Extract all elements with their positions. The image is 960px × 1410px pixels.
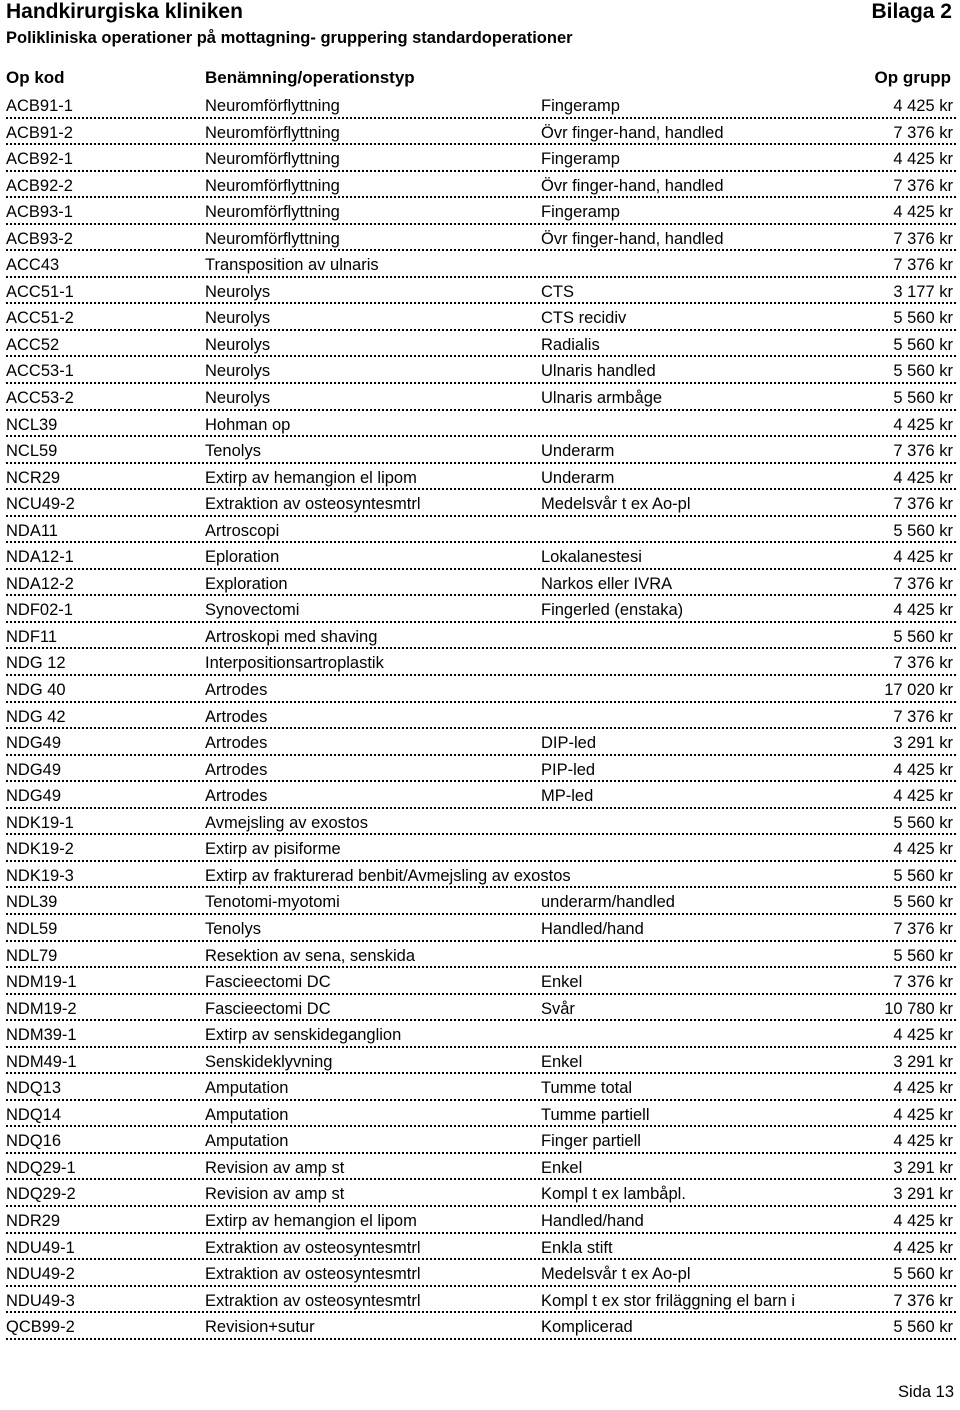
operation-detail: Handled/hand <box>541 919 644 938</box>
operation-name: Artrodes <box>205 787 268 806</box>
operation-price: 7 376 kr <box>893 176 953 195</box>
table-row <box>6 862 956 889</box>
operation-code: NDA11 <box>6 521 58 540</box>
operation-price: 4 425 kr <box>893 97 953 115</box>
operation-code: NDF11 <box>6 627 58 646</box>
table-row <box>6 437 956 464</box>
operation-code: NDL59 <box>6 919 58 938</box>
operation-code: NDK19-2 <box>6 840 74 859</box>
operation-code: ACC53-2 <box>6 389 74 408</box>
operation-price: 3 177 kr <box>893 282 953 301</box>
operation-code: NDM19-2 <box>6 999 77 1018</box>
operation-detail: Svår <box>541 999 575 1018</box>
operation-detail: Fingeramp <box>541 150 620 169</box>
table-row <box>6 915 956 942</box>
operation-name: Fascieectomi DC <box>205 999 331 1018</box>
operation-name: Artroscopi <box>205 521 280 540</box>
table-row <box>6 198 956 225</box>
operation-price: 5 560 kr <box>893 521 953 540</box>
table-row <box>6 782 956 809</box>
operation-code: ACB91-1 <box>6 97 73 115</box>
table-row <box>6 543 956 570</box>
operation-price: 4 425 kr <box>893 150 953 169</box>
operation-detail: Övr finger-hand, handled <box>541 229 724 248</box>
operation-price: 7 376 kr <box>893 973 953 992</box>
operation-code: NDF02-1 <box>6 601 73 620</box>
operation-name: Avmejsling av exostos <box>205 813 368 832</box>
table-row <box>6 1260 956 1287</box>
operation-name: Artrodes <box>205 734 268 753</box>
operation-price: 5 560 kr <box>893 627 953 646</box>
operation-name: Neuromförflyttning <box>205 123 340 142</box>
operation-price: 4 425 kr <box>893 1211 953 1230</box>
table-row <box>6 411 956 438</box>
table-row <box>6 225 956 252</box>
operation-code: ACC53-1 <box>6 362 74 381</box>
operation-name: Tenolys <box>205 442 261 461</box>
operation-name: Resektion av sena, senskida <box>205 946 416 965</box>
table-row <box>6 942 956 969</box>
column-header-name: Benämning/operationstyp <box>205 68 415 87</box>
table-row <box>6 1154 956 1181</box>
operation-code: NDQ29-1 <box>6 1158 76 1177</box>
table-row <box>6 384 956 411</box>
operation-price: 5 560 kr <box>893 389 953 408</box>
table-row <box>6 676 956 703</box>
operation-code: NCL59 <box>6 442 58 461</box>
table-row <box>6 1048 956 1075</box>
table-row <box>6 145 956 172</box>
operation-name: Extraktion av osteosyntesmtrl <box>205 1265 421 1284</box>
operation-name: Neuromförflyttning <box>205 176 340 195</box>
operation-detail: Underarm <box>541 468 615 487</box>
operation-name: Neurolys <box>205 389 271 408</box>
table-row <box>6 464 956 491</box>
operation-code: NDM49-1 <box>6 1052 77 1071</box>
operation-detail: Enkel <box>541 1158 583 1177</box>
operation-price: 17 020 kr <box>884 681 953 700</box>
operation-code: NDG49 <box>6 734 62 753</box>
operation-code: NDQ29-2 <box>6 1185 76 1204</box>
operation-code: NDR29 <box>6 1211 61 1230</box>
operation-price: 4 425 kr <box>893 415 953 434</box>
operation-detail: Övr finger-hand, handled <box>541 123 724 142</box>
operation-price: 5 560 kr <box>893 866 953 885</box>
operation-price: 5 560 kr <box>893 893 953 912</box>
operation-detail: Narkos eller IVRA <box>541 574 673 593</box>
operation-name: Extirp av pisiforme <box>205 840 341 859</box>
operation-name: Neurolys <box>205 362 271 381</box>
operation-name: Neurolys <box>205 335 271 354</box>
operation-detail: Finger partiell <box>541 1132 641 1151</box>
operation-price: 4 425 kr <box>893 601 953 620</box>
operation-code: ACB92-2 <box>6 176 73 195</box>
operation-price: 5 560 kr <box>893 1265 953 1284</box>
operation-price: 4 425 kr <box>893 760 953 779</box>
operation-name: Fascieectomi DC <box>205 973 331 992</box>
operation-detail: CTS recidiv <box>541 309 627 328</box>
operation-price: 4 425 kr <box>893 548 953 567</box>
table-row <box>6 92 956 119</box>
table-row <box>6 703 956 730</box>
operation-code: ACB93-2 <box>6 229 73 248</box>
operation-name: Amputation <box>205 1105 289 1124</box>
operation-name: Extirp av hemangion el lipom <box>205 1211 417 1230</box>
operation-price: 4 425 kr <box>893 1079 953 1098</box>
operation-name: Interpositionsartroplastik <box>205 654 384 673</box>
operation-name: Artrodes <box>205 707 268 726</box>
table-row <box>6 1207 956 1234</box>
operation-name: Neuromförflyttning <box>205 150 340 169</box>
operation-code: NCR29 <box>6 468 61 487</box>
operation-detail: Komplicerad <box>541 1318 633 1337</box>
operation-detail: PIP-led <box>541 760 596 779</box>
operation-detail: Medelsvår t ex Ao-pl <box>541 495 691 514</box>
operation-code: NDG49 <box>6 760 62 779</box>
operation-code: NDL79 <box>6 946 58 965</box>
operation-detail: Handled/hand <box>541 1211 644 1230</box>
operation-name: Neuromförflyttning <box>205 229 340 248</box>
operation-code: NDM39-1 <box>6 1026 77 1045</box>
table-row <box>6 1313 956 1340</box>
operation-price: 3 291 kr <box>893 1158 953 1177</box>
operation-code: NDG 42 <box>6 707 66 726</box>
operation-name: Neuromförflyttning <box>205 97 340 115</box>
operation-name: Extraktion av osteosyntesmtrl <box>205 1238 421 1257</box>
operation-code: ACB93-1 <box>6 203 73 222</box>
operation-price: 3 291 kr <box>893 1052 953 1071</box>
operation-detail: DIP-led <box>541 734 597 753</box>
operation-price: 3 291 kr <box>893 734 953 753</box>
operation-name: Extraktion av osteosyntesmtrl <box>205 495 421 514</box>
operation-price: 7 376 kr <box>893 1291 953 1310</box>
table-row <box>6 1074 956 1101</box>
table-row <box>6 1234 956 1261</box>
operation-price: 3 291 kr <box>893 1185 953 1204</box>
operation-name: Neurolys <box>205 309 271 328</box>
operation-price: 4 425 kr <box>893 840 953 859</box>
operation-name: Revision+sutur <box>205 1318 315 1337</box>
document-subtitle: Polikliniska operationer på mottagning- gruppering standardoperationer <box>6 29 573 47</box>
operation-code: NDL39 <box>6 893 58 912</box>
operation-price: 7 376 kr <box>893 256 953 275</box>
operation-name: Artrodes <box>205 760 268 779</box>
operation-price: 5 560 kr <box>893 362 953 381</box>
appendix-label: Bilaga 2 <box>871 0 952 23</box>
operation-code: NDM19-1 <box>6 973 77 992</box>
table-row <box>6 490 956 517</box>
table-row <box>6 1101 956 1128</box>
column-header-group: Op grupp <box>874 68 951 87</box>
operation-price: 7 376 kr <box>893 919 953 938</box>
table-row <box>6 756 956 783</box>
operation-code: ACC52 <box>6 335 60 354</box>
table-header <box>6 66 954 90</box>
operation-price: 5 560 kr <box>893 335 953 354</box>
table-row <box>6 1021 956 1048</box>
operation-code: NCL39 <box>6 415 58 434</box>
operation-price: 7 376 kr <box>893 442 953 461</box>
operation-price: 5 560 kr <box>893 813 953 832</box>
operation-detail: Övr finger-hand, handled <box>541 176 724 195</box>
operation-price: 4 425 kr <box>893 1238 953 1257</box>
operation-price: 7 376 kr <box>893 229 953 248</box>
operation-price: 7 376 kr <box>893 654 953 673</box>
operation-price: 4 425 kr <box>893 203 953 222</box>
operation-code: ACC51-2 <box>6 309 74 328</box>
operation-name: Exploration <box>205 574 288 593</box>
operation-code: NDQ13 <box>6 1079 62 1098</box>
operation-detail: Fingeramp <box>541 203 620 222</box>
operation-detail: MP-led <box>541 787 594 806</box>
operation-price: 7 376 kr <box>893 123 953 142</box>
operation-detail: Medelsvår t ex Ao-pl <box>541 1265 691 1284</box>
table-row <box>6 251 956 278</box>
operation-detail: CTS <box>541 282 574 301</box>
operation-price: 7 376 kr <box>893 495 953 514</box>
operation-name: Artroskopi med shaving <box>205 627 378 646</box>
operation-detail: Tumme total <box>541 1079 633 1098</box>
operation-name: Revision av amp st <box>205 1158 345 1177</box>
operation-name: Hohman op <box>205 415 291 434</box>
operation-code: NDQ16 <box>6 1132 62 1151</box>
operation-code: QCB99-2 <box>6 1318 75 1337</box>
table-row <box>6 357 956 384</box>
operation-name: Tenotomi-myotomi <box>205 893 340 912</box>
operation-price: 5 560 kr <box>893 309 953 328</box>
table-row <box>6 649 956 676</box>
operation-name: Transposition av ulnaris <box>205 256 379 275</box>
table-row <box>6 968 956 995</box>
operation-name: Extirp av senskideganglion <box>205 1026 402 1045</box>
operation-detail: Enkla stift <box>541 1238 613 1257</box>
operation-detail: Tumme partiell <box>541 1105 650 1124</box>
operation-detail: Radialis <box>541 335 600 354</box>
operation-price: 10 780 kr <box>884 999 953 1018</box>
table-row <box>6 888 956 915</box>
operation-name: Neurolys <box>205 282 271 301</box>
operation-price: 5 560 kr <box>893 946 953 965</box>
operation-code: NDK19-3 <box>6 866 74 885</box>
operation-name: Eploration <box>205 548 280 567</box>
operation-code: NDA12-2 <box>6 574 74 593</box>
operation-detail: Fingerled (enstaka) <box>541 601 684 620</box>
table-row <box>6 995 956 1022</box>
operation-name: Revision av amp st <box>205 1185 345 1204</box>
table-row <box>6 809 956 836</box>
operation-detail: underarm/handled <box>541 893 675 912</box>
operation-code: NDQ14 <box>6 1105 62 1124</box>
document-title: Handkirurgiska kliniken <box>6 0 243 23</box>
operation-price: 4 425 kr <box>893 1026 953 1045</box>
operation-name: Extraktion av osteosyntesmtrl <box>205 1291 421 1310</box>
column-header-code: Op kod <box>6 68 65 87</box>
operation-code: ACB91-2 <box>6 123 73 142</box>
table-row <box>6 729 956 756</box>
operations-table <box>6 92 956 1340</box>
table-row <box>6 623 956 650</box>
operation-name: Extirp av hemangion el lipom <box>205 468 417 487</box>
operation-code: ACB92-1 <box>6 150 73 169</box>
title-row <box>6 0 954 26</box>
operation-code: ACC43 <box>6 256 60 275</box>
operation-code: NDA12-1 <box>6 548 74 567</box>
table-row <box>6 1180 956 1207</box>
operation-name: Amputation <box>205 1079 289 1098</box>
operation-code: ACC51-1 <box>6 282 74 301</box>
table-row <box>6 517 956 544</box>
operation-code: NDU49-3 <box>6 1291 75 1310</box>
table-row <box>6 1127 956 1154</box>
operation-detail: Ulnaris armbåge <box>541 389 663 408</box>
operation-detail: Ulnaris handled <box>541 362 656 381</box>
operation-detail: Kompl t ex stor friläggning el barn i <box>541 1291 796 1310</box>
operation-price: 7 376 kr <box>893 574 953 593</box>
operation-detail: Enkel <box>541 1052 583 1071</box>
operation-code: NDU49-1 <box>6 1238 75 1257</box>
operation-code: NCU49-2 <box>6 495 75 514</box>
table-row <box>6 304 956 331</box>
table-row <box>6 596 956 623</box>
operation-code: NDU49-2 <box>6 1265 75 1284</box>
document-header <box>6 0 954 48</box>
operation-price: 4 425 kr <box>893 468 953 487</box>
table-row <box>6 278 956 305</box>
operation-price: 4 425 kr <box>893 1132 953 1151</box>
table-row <box>6 331 956 358</box>
table-row <box>6 119 956 146</box>
operation-name: Neuromförflyttning <box>205 203 340 222</box>
operation-name: Extirp av frakturerad benbit/Avmejsling av exostos <box>205 866 571 885</box>
table-row <box>6 1287 956 1314</box>
operation-price: 7 376 kr <box>893 707 953 726</box>
operation-detail: Lokalanestesi <box>541 548 642 567</box>
operation-price: 4 425 kr <box>893 787 953 806</box>
operation-code: NDG49 <box>6 787 62 806</box>
operation-detail: Fingeramp <box>541 97 620 115</box>
operation-code: NDG 40 <box>6 681 66 700</box>
operation-code: NDG 12 <box>6 654 66 673</box>
operation-price: 5 560 kr <box>893 1318 953 1337</box>
operation-name: Tenolys <box>205 919 261 938</box>
page-number: Sida 13 <box>898 1383 954 1401</box>
table-row <box>6 570 956 597</box>
operation-name: Senskideklyvning <box>205 1052 333 1071</box>
operation-code: NDK19-1 <box>6 813 74 832</box>
operation-detail: Kompl t ex lambåpl. <box>541 1185 686 1204</box>
operation-name: Synovectomi <box>205 601 300 620</box>
table-row <box>6 172 956 199</box>
operation-detail: Enkel <box>541 973 583 992</box>
operation-detail: Underarm <box>541 442 615 461</box>
operation-name: Amputation <box>205 1132 289 1151</box>
operation-price: 4 425 kr <box>893 1105 953 1124</box>
operation-name: Artrodes <box>205 681 268 700</box>
table-row <box>6 835 956 862</box>
